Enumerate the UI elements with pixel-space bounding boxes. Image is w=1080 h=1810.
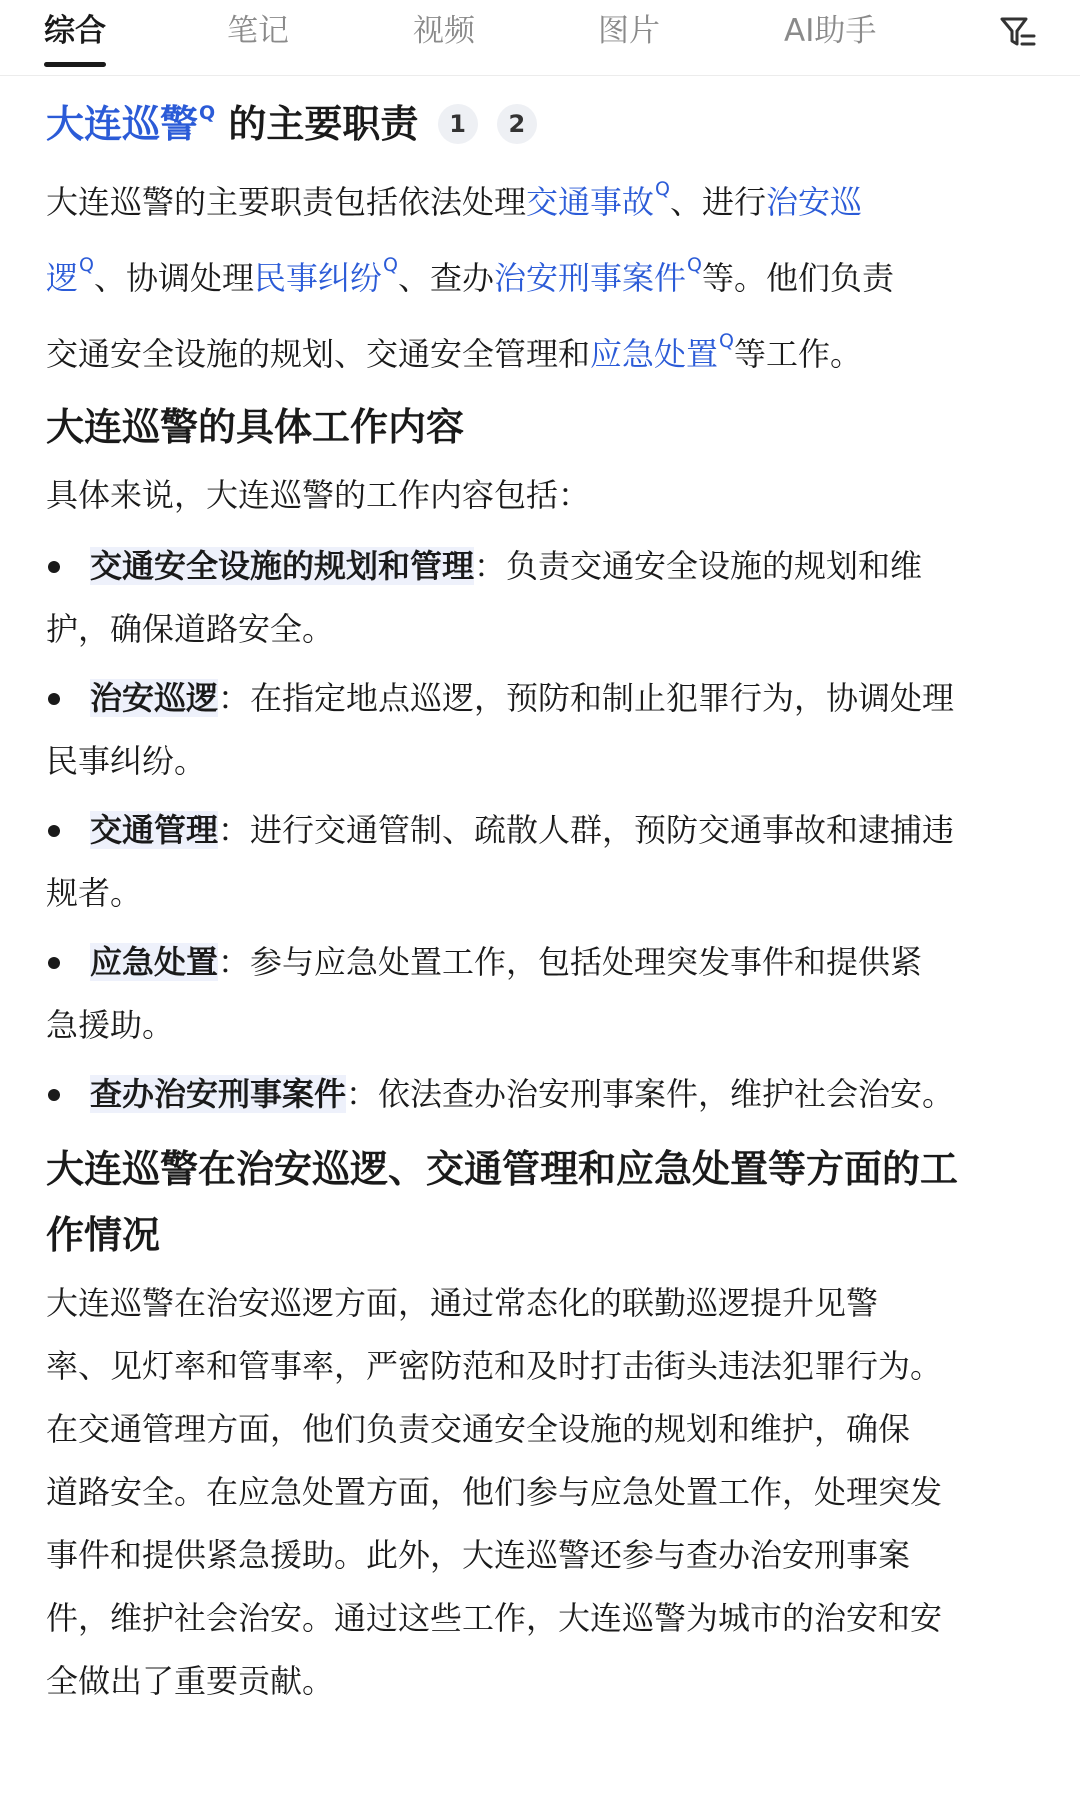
tab-images[interactable]: 图片: [598, 13, 660, 49]
paragraph-line: 道路安全。在应急处置方面，他们参与应急处置工作，处理突发: [46, 1473, 943, 1511]
link-patrol-cont[interactable]: 逻: [46, 259, 79, 297]
paragraph-line: 全做出了重要贡献。: [46, 1662, 335, 1700]
paragraph-line: 件，维护社会治安。通过这些工作，大连巡警为城市的治安和安: [46, 1599, 943, 1637]
list-item-term: 交通管理: [90, 811, 219, 849]
list-item-text-cont: 护，确保道路安全。: [46, 610, 335, 648]
bullet-dot: [48, 693, 60, 705]
list-item: [46, 799, 1046, 925]
section-heading-work-status: [46, 1136, 1046, 1268]
list-item-text: ：依法查办治安刑事案件，维护社会治安。: [346, 1075, 955, 1113]
reference-badge-2[interactable]: 2: [497, 104, 537, 144]
paragraph-line: 事件和提供紧急援助。此外，大连巡警还参与查办治安刑事案: [46, 1536, 911, 1574]
paragraph-line: [46, 158, 1046, 234]
active-tab-indicator: [44, 62, 106, 67]
bullet-dot: [48, 1089, 60, 1101]
paragraph-line: [46, 234, 1046, 310]
search-icon[interactable]: Q: [79, 254, 94, 276]
text: 、进行: [670, 183, 767, 221]
list-item: [46, 535, 1046, 661]
tab-general[interactable]: 综合: [44, 13, 106, 49]
bullet-dot: [48, 957, 60, 969]
heading-text: 的主要职责: [228, 102, 419, 146]
text: 等。他们负责: [701, 259, 894, 297]
tab-videos[interactable]: 视频: [413, 13, 475, 49]
link-criminal-cases[interactable]: 治安刑事案件: [494, 259, 687, 297]
work-status-paragraph: [46, 1272, 1046, 1713]
text: 等工作。: [734, 335, 863, 373]
work-intro: 具体来说，大连巡警的工作内容包括：: [46, 476, 591, 514]
paragraph-line: [46, 310, 1046, 386]
list-item: [46, 931, 1046, 1057]
paragraph-line: 在交通管理方面，他们负责交通安全设施的规划和维护，确保: [46, 1410, 911, 1448]
tab-notes[interactable]: 笔记: [227, 13, 289, 49]
link-patrol[interactable]: 治安巡: [766, 183, 863, 221]
search-icon[interactable]: Q: [655, 178, 670, 200]
ai-answer-content: [46, 84, 1046, 1713]
paragraph-line: 率、见灯率和管事率，严密防范和及时打击街头违法犯罪行为。: [46, 1347, 943, 1385]
search-icon[interactable]: Q: [687, 254, 702, 276]
link-civil-dispute[interactable]: 民事纠纷: [254, 259, 383, 297]
search-tab-bar: [0, 0, 1080, 76]
heading-line: 作情况: [46, 1213, 161, 1257]
list-item-text: ：参与应急处置工作，包括处理突发事件和提供紧: [218, 943, 923, 981]
list-item-text-cont: 急援助。: [46, 1006, 175, 1044]
link-emergency[interactable]: 应急处置: [590, 335, 719, 373]
text: 、查办: [397, 259, 494, 297]
heading-line: 大连巡警在治安巡逻、交通管理和应急处置等方面的工: [46, 1147, 959, 1191]
text: 、协调处理: [93, 259, 254, 297]
text: 交通安全设施的规划、交通安全管理和: [46, 335, 591, 373]
section-heading-work-content: 大连巡警的具体工作内容: [46, 405, 465, 449]
list-item-term: 查办治安刑事案件: [90, 1075, 347, 1113]
text: 大连巡警的主要职责包括依法处理: [46, 183, 527, 221]
reference-badge-1[interactable]: 1: [438, 104, 478, 144]
duties-paragraph: [46, 158, 1046, 386]
list-item-text: ：进行交通管制、疏散人群，预防交通事故和逮捕违: [218, 811, 955, 849]
list-item-term: 应急处置: [90, 943, 219, 981]
list-item-text-cont: 民事纠纷。: [46, 742, 207, 780]
list-item-term: 交通安全设施的规划和管理: [90, 547, 475, 585]
list-item-text: ：在指定地点巡逻，预防和制止犯罪行为，协调处理: [218, 679, 955, 717]
paragraph-line: 大连巡警在治安巡逻方面，通过常态化的联勤巡逻提升见警: [46, 1284, 879, 1322]
bullet-dot: [48, 561, 60, 573]
list-item-text: ：负责交通安全设施的规划和维: [474, 547, 923, 585]
search-icon[interactable]: Q: [383, 254, 398, 276]
link-traffic-accident[interactable]: 交通事故: [526, 183, 655, 221]
list-item-text-cont: 规者。: [46, 874, 143, 912]
tab-ai-assistant[interactable]: AI助手: [784, 13, 877, 49]
list-item-term: 治安巡逻: [90, 679, 219, 717]
search-icon[interactable]: Q: [719, 330, 734, 352]
heading-link[interactable]: 大连巡警: [46, 102, 199, 146]
list-item: [46, 1063, 1046, 1126]
section-heading-duties: [46, 84, 1046, 146]
bullet-dot: [48, 825, 60, 837]
search-icon[interactable]: Q: [199, 102, 216, 124]
list-item: [46, 667, 1046, 793]
filter-icon[interactable]: [998, 14, 1038, 52]
